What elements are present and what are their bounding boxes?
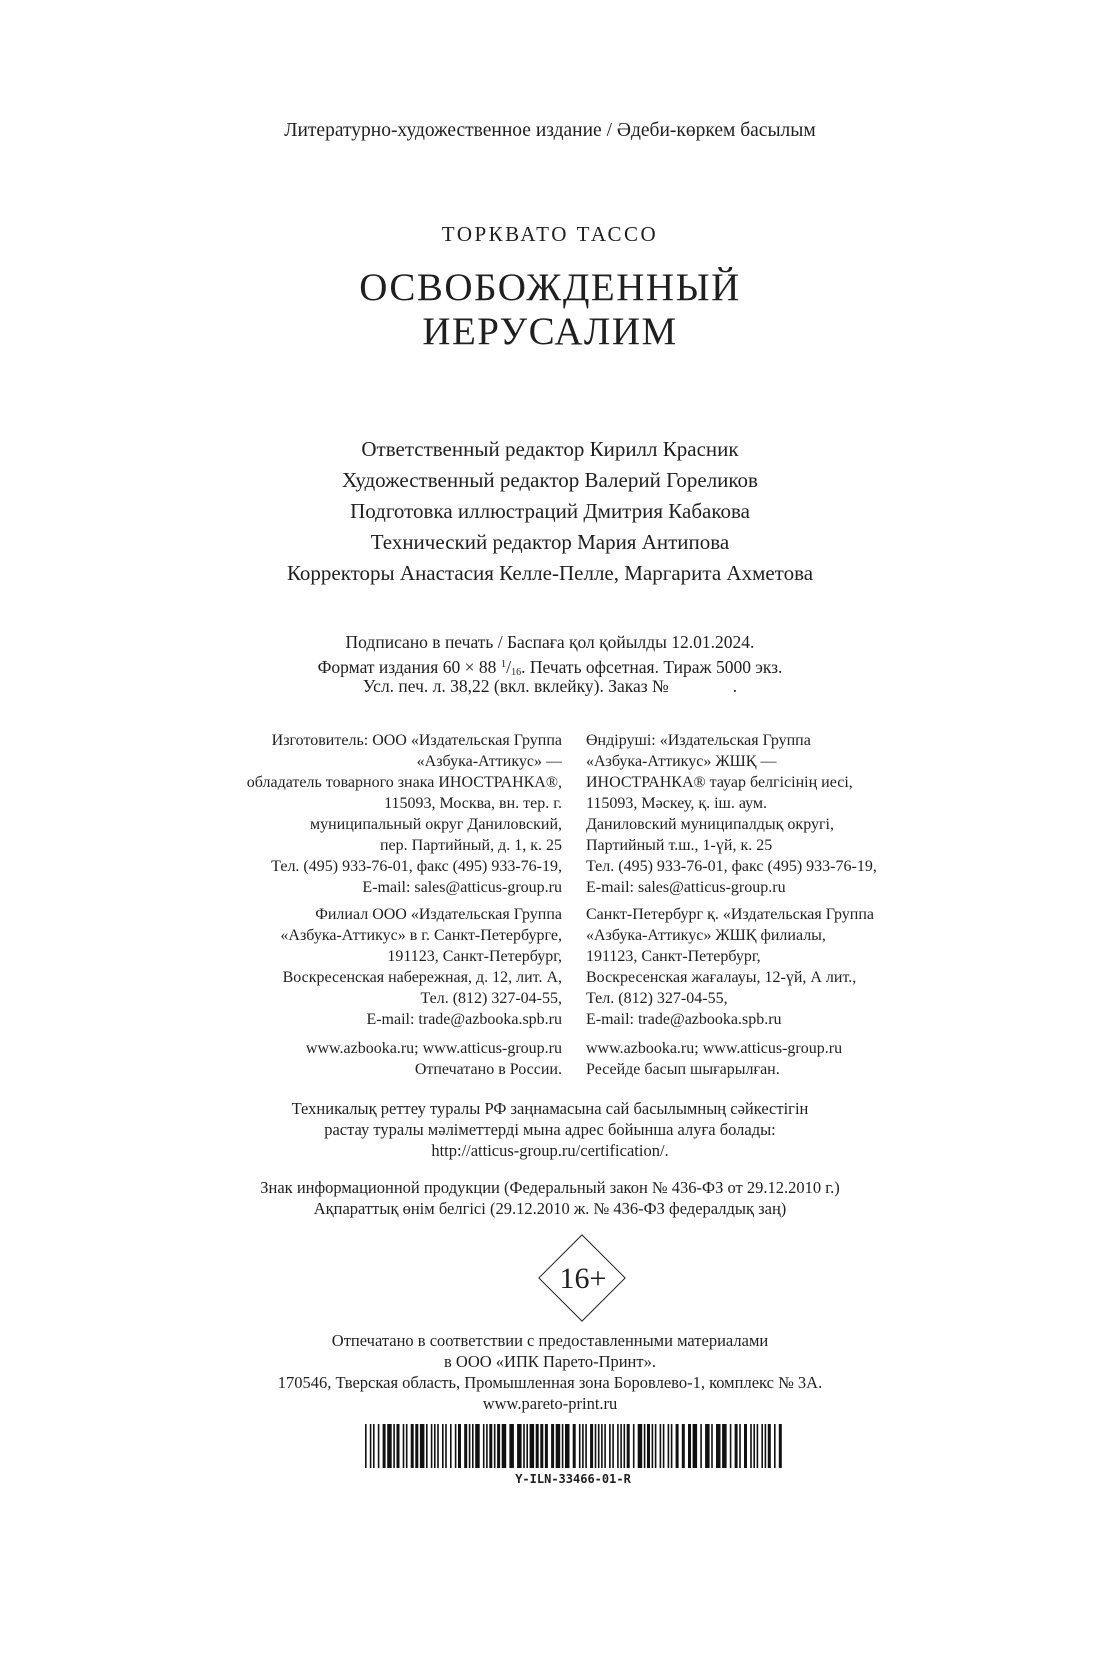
barcode-bar	[431, 1424, 433, 1468]
barcode-bar	[739, 1424, 741, 1468]
web-line: www.azbooka.ru; www.atticus-group.ru	[586, 1040, 843, 1057]
author-name: ТОРКВАТО ТАССО	[441, 222, 659, 246]
printer-line: www.pareto-print.ru	[482, 1394, 618, 1413]
address-line: Санкт-Петербург қ. «Издательская Группа	[586, 906, 874, 923]
certification-line: растау туралы мәліметтерді мына адрес бойынша алуға болады:	[324, 1120, 776, 1139]
address-line: Тел. (495) 933-76-01, факс (495) 933-76-19,	[271, 858, 562, 875]
address-line: Даниловский муниципалдық округі,	[586, 816, 834, 833]
barcode-bar	[387, 1424, 392, 1468]
barcode-bar	[573, 1424, 576, 1468]
barcode-bar	[761, 1424, 763, 1468]
barcode-bar	[509, 1424, 514, 1468]
barcode-bar	[609, 1424, 611, 1468]
barcode	[363, 1424, 783, 1490]
book-title-line-2: ИЕРУСАЛИМ	[422, 310, 678, 353]
address-line: 115093, Мәскеу, қ. іш. аум.	[586, 795, 768, 812]
barcode-bar	[604, 1424, 606, 1468]
web-ru	[202, 1038, 562, 1080]
address-line: Тел. (812) 327-04-55,	[586, 990, 728, 1007]
printer-line: 170546, Тверская область, Промышленная зона Боровлево-1, комплекс № 3А.	[277, 1373, 823, 1392]
manufacturer-kz	[586, 730, 946, 898]
barcode-bar	[551, 1424, 554, 1468]
order-line	[0, 675, 1100, 697]
barcode-bar	[638, 1424, 643, 1468]
credit-line: Технический редактор Мария Антипова	[370, 530, 730, 554]
barcode-bar	[530, 1424, 535, 1468]
barcode-bar	[660, 1424, 662, 1468]
barcode-bar	[663, 1424, 665, 1468]
barcode-bar	[526, 1424, 528, 1468]
age-rating-badge	[538, 1234, 628, 1324]
barcode-bar	[445, 1424, 447, 1468]
format-text: Формат издания 60 × 88	[317, 657, 501, 677]
book-title-line-1: ОСВОБОЖДЕННЫЙ	[359, 266, 741, 309]
certification-line: Техникалық реттеу туралы РФ заңнамасына сай басылымның сәйкестігін	[291, 1099, 809, 1118]
barcode-bar	[735, 1424, 738, 1468]
credit-line: Подготовка иллюстраций Дмитрия Кабакова	[350, 499, 750, 523]
signed-date: Подписано в печать / Баспаға қол қойылды 12.01.2024.	[345, 632, 755, 652]
barcode-bar	[483, 1424, 485, 1468]
barcode-bar	[676, 1424, 679, 1468]
certification-notice	[0, 1098, 1100, 1161]
manufacturer-ru	[202, 730, 562, 898]
barcode-bar	[403, 1424, 405, 1468]
printer-line: Отпечатано в соответствии с предоставленными материалами	[331, 1331, 769, 1350]
barcode-bar	[458, 1424, 461, 1468]
barcode-bar	[545, 1424, 548, 1468]
credits-list	[0, 434, 1100, 589]
barcode-bar	[472, 1424, 474, 1468]
barcode-bar	[502, 1424, 507, 1468]
barcode-bar	[489, 1424, 492, 1468]
barcode-bar	[633, 1424, 635, 1468]
barcode-bar	[598, 1424, 600, 1468]
barcode-bar	[450, 1424, 452, 1468]
info-mark-notice	[0, 1177, 1100, 1219]
web-line: Ресейде басып шығарылған.	[586, 1061, 780, 1078]
order-end: .	[732, 676, 738, 696]
barcode-bar	[442, 1424, 444, 1468]
order-text: Усл. печ. л. 38,22 (вкл. вклейку). Заказ №	[362, 676, 669, 696]
barcode-bar	[365, 1424, 367, 1468]
web-line: Отпечатано в России.	[414, 1061, 562, 1078]
address-line: E-mail: trade@azbooka.spb.ru	[586, 1011, 782, 1028]
barcode-bar	[647, 1424, 650, 1468]
barcode-bar	[750, 1424, 752, 1468]
barcode-bar	[455, 1424, 457, 1468]
format-fraction-slash: /	[506, 657, 512, 677]
barcode-bar	[711, 1424, 713, 1468]
barcode-bar	[426, 1424, 428, 1468]
web-kz	[586, 1038, 946, 1080]
format-fraction-denominator: 16	[511, 667, 522, 678]
address-line: 191123, Санкт-Петербург,	[586, 948, 761, 965]
address-line: Тел. (495) 933-76-01, факс (495) 933-76-19,	[586, 858, 877, 875]
barcode-bar	[595, 1424, 597, 1468]
web-line: www.azbooka.ru; www.atticus-group.ru	[305, 1040, 562, 1057]
barcode-bar	[370, 1424, 372, 1468]
address-line: «Азбука-Аттикус» в г. Санкт-Петербурге,	[280, 927, 562, 944]
barcode-bar	[688, 1424, 691, 1468]
barcode-bar	[693, 1424, 698, 1468]
barcode-bar	[585, 1424, 587, 1468]
barcode-bar	[494, 1424, 496, 1468]
address-line: Тел. (812) 327-04-55,	[420, 990, 562, 1007]
barcode-text: Y-ILN-33466-01-R	[515, 1472, 631, 1486]
address-line: «Азбука-Аттикус» ЖШҚ филиалы,	[586, 927, 826, 944]
credit-line: Художественный редактор Валерий Гореликов	[342, 468, 758, 492]
barcode-bar	[383, 1424, 386, 1468]
barcode-bar	[705, 1424, 710, 1468]
barcode-bar	[655, 1424, 657, 1468]
barcode-bar	[536, 1424, 539, 1468]
printer-info	[0, 1330, 1100, 1414]
address-line: 115093, Москва, вн. тер. г.	[384, 795, 562, 812]
address-line: обладатель товарного знака ИНОСТРАНКА®,	[246, 774, 562, 791]
info-mark-line: Знак информационной продукции (Федеральный закон № 436-ФЗ от 29.12.2010 г.)	[260, 1178, 840, 1197]
barcode-bar	[601, 1424, 603, 1468]
barcode-bar	[373, 1424, 375, 1468]
address-line: ИНОСТРАНКА® тауар белгісінің иесі,	[586, 774, 853, 791]
barcode-bar	[700, 1424, 702, 1468]
barcode-bar	[415, 1424, 418, 1468]
branch-kz	[586, 904, 946, 1030]
barcode-bar	[517, 1424, 522, 1468]
barcode-bar	[582, 1424, 584, 1468]
barcode-bar	[556, 1424, 561, 1468]
credit-line: Ответственный редактор Кирилл Красник	[361, 437, 739, 461]
barcode-bar	[620, 1424, 622, 1468]
barcode-bar	[644, 1424, 646, 1468]
format-line	[0, 653, 1100, 678]
barcode-bar	[540, 1424, 543, 1468]
barcode-bar	[590, 1424, 593, 1468]
barcode-bar	[579, 1424, 581, 1468]
address-line: Изготовитель: ООО «Издательская Группа	[271, 732, 562, 749]
barcode-bar	[469, 1424, 471, 1468]
edition-type: Литературно-художественное издание / Әдеби-көркем басылым	[284, 120, 816, 141]
barcode-bar	[765, 1424, 767, 1468]
age-rating-text: 16+	[559, 1262, 607, 1295]
address-line: Воскресенская набережная, д. 12, лит. А,	[282, 969, 562, 986]
barcode-bar	[437, 1424, 439, 1468]
address-line: 191123, Санкт-Петербург,	[387, 948, 562, 965]
address-line: E-mail: sales@atticus-group.ru	[362, 879, 562, 896]
barcode-bar	[652, 1424, 654, 1468]
barcode-icon	[363, 1424, 783, 1468]
barcode-bar	[393, 1424, 395, 1468]
barcode-bar	[397, 1424, 400, 1468]
certification-url: http://atticus-group.ru/certification/.	[431, 1141, 669, 1160]
barcode-bar	[378, 1424, 380, 1468]
barcode-bar	[617, 1424, 619, 1468]
barcode-bar	[523, 1424, 525, 1468]
barcode-bar	[497, 1424, 500, 1468]
print-details	[0, 631, 1100, 697]
barcode-bar	[627, 1424, 630, 1468]
address-line: E-mail: trade@azbooka.spb.ru	[366, 1011, 562, 1028]
barcode-bar	[562, 1424, 564, 1468]
format-fraction-numerator: 1	[500, 658, 507, 670]
barcode-bar	[420, 1424, 425, 1468]
branch-ru	[202, 904, 562, 1030]
barcode-bar	[668, 1424, 670, 1468]
barcode-bar	[757, 1424, 759, 1468]
barcode-bar	[464, 1424, 467, 1468]
barcode-bar	[753, 1424, 755, 1468]
barcode-bar	[722, 1424, 727, 1468]
barcode-bar	[716, 1424, 721, 1468]
barcode-bar	[671, 1424, 673, 1468]
barcode-bar	[434, 1424, 436, 1468]
address-line: «Азбука-Аттикус» —	[416, 753, 562, 770]
address-line: пер. Партийный, д. 1, к. 25	[379, 837, 562, 854]
barcode-bar	[475, 1424, 480, 1468]
barcode-bar	[406, 1424, 408, 1468]
barcode-bar	[411, 1424, 414, 1468]
printer-line: в ООО «ИПК Парето-Принт».	[444, 1352, 656, 1371]
barcode-bar	[612, 1424, 614, 1468]
barcode-bar	[774, 1424, 776, 1468]
barcode-bar	[486, 1424, 488, 1468]
barcode-bar	[768, 1424, 771, 1468]
address-line: Партийный т.ш., 1-үй, к. 25	[586, 837, 773, 854]
barcode-bar	[682, 1424, 685, 1468]
address-line: «Азбука-Аттикус» ЖШҚ —	[586, 753, 777, 770]
info-mark-line: Ақпараттық өнім белгісі (29.12.2010 ж. № 436-ФЗ федералдық заң)	[313, 1199, 787, 1218]
barcode-bar	[624, 1424, 626, 1468]
credit-line: Корректоры Анастасия Келле-Пелле, Маргарита Ахметова	[286, 561, 814, 585]
format-print-info: . Печать офсетная. Тираж 5000 экз.	[521, 657, 783, 677]
address-line: Воскресенская жағалауы, 12-үй, А лит.,	[586, 969, 857, 986]
address-line: Өндіруші: «Издательская Группа	[586, 732, 811, 749]
address-line: муниципальный округ Даниловский,	[309, 816, 562, 833]
barcode-bar	[779, 1424, 782, 1468]
address-line: E-mail: sales@atticus-group.ru	[586, 879, 786, 896]
barcode-bar	[565, 1424, 570, 1468]
barcode-bar	[744, 1424, 747, 1468]
address-line: Филиал ООО «Издательская Группа	[315, 906, 562, 923]
barcode-bar	[730, 1424, 732, 1468]
